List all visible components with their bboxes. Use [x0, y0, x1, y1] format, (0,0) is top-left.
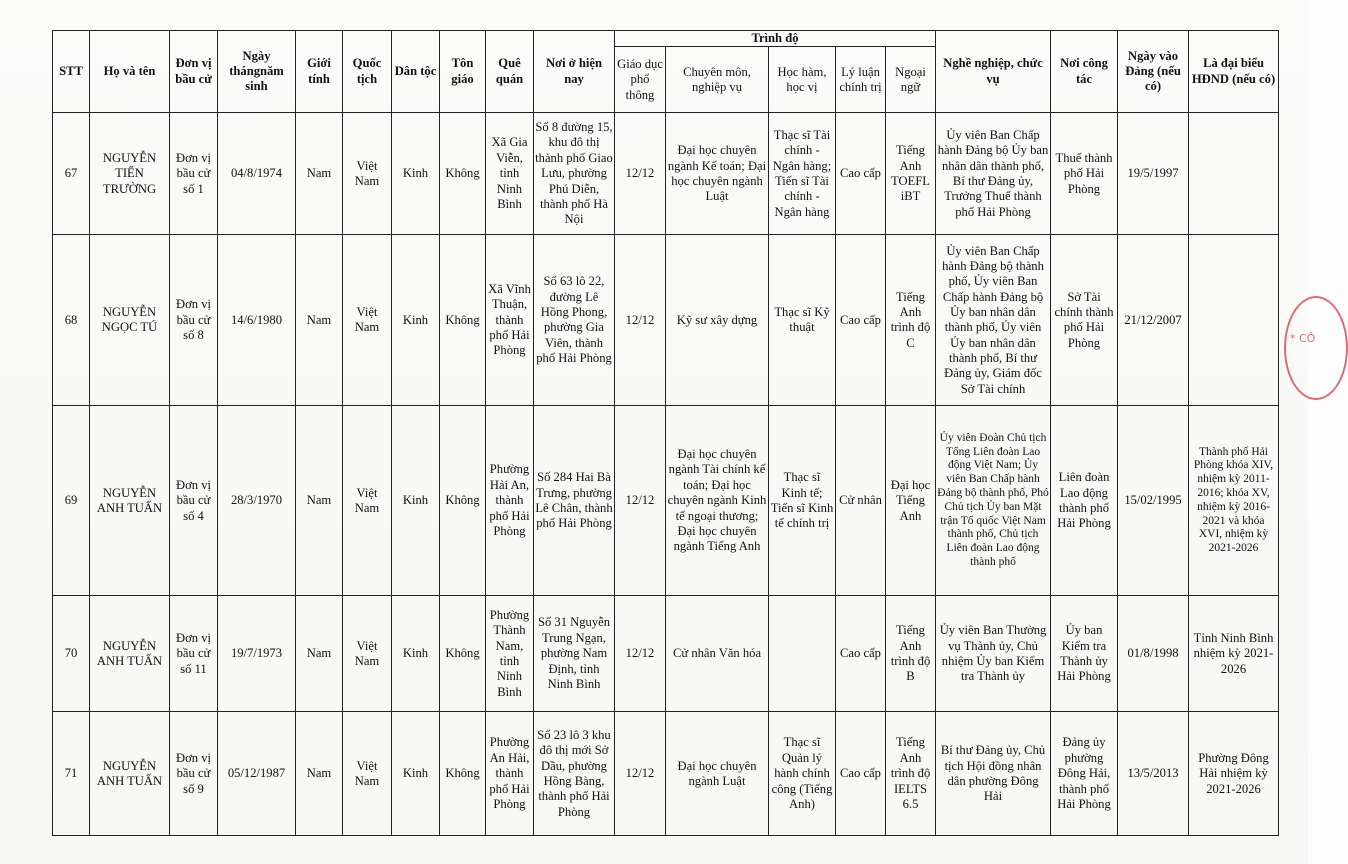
cell-dob: 05/12/1987	[218, 712, 296, 836]
cell-edu-general: 12/12	[615, 113, 666, 235]
cell-gender: Nam	[296, 712, 343, 836]
cell-gender: Nam	[296, 596, 343, 712]
cell-degree	[769, 596, 836, 712]
cell-hometown: Xã Gia Viễn, tỉnh Ninh Bình	[486, 113, 534, 235]
header-party-date: Ngày vào Đảng (nếu có)	[1118, 31, 1189, 113]
cell-language: Tiếng Anh trình độ C	[886, 235, 936, 406]
cell-stt: 70	[53, 596, 90, 712]
cell-edu-general: 12/12	[615, 712, 666, 836]
cell-hometown: Phường Hải An, thành phố Hải Phòng	[486, 406, 534, 596]
table-row	[53, 113, 1279, 235]
cell-religion: Không	[440, 113, 486, 235]
header-stt: STT	[53, 31, 90, 113]
cell-language: Tiếng Anh trình độ B	[886, 596, 936, 712]
cell-dob: 14/6/1980	[218, 235, 296, 406]
cell-religion: Không	[440, 596, 486, 712]
cell-name: NGUYỄN ANH TUẤN	[90, 712, 170, 836]
cell-hometown: Xã Vĩnh Thuận, thành phố Hải Phòng	[486, 235, 534, 406]
cell-political: Cao cấp	[836, 596, 886, 712]
cell-workplace: Sở Tài chính thành phố Hải Phòng	[1051, 235, 1118, 406]
cell-language: Tiếng Anh TOEFL iBT	[886, 113, 936, 235]
cell-workplace: Đảng ủy phường Đông Hải, thành phố Hải Phòng	[1051, 712, 1118, 836]
cell-dob: 04/8/1974	[218, 113, 296, 235]
cell-unit: Đơn vị bầu cử số 11	[170, 596, 218, 712]
seal-text: * CÔ	[1290, 332, 1316, 345]
cell-residence: Số 23 lô 3 khu đô thị mới Sở Dầu, phường Hồng Bàng, thành phố Hải Phòng	[534, 712, 615, 836]
cell-party-date: 19/5/1997	[1118, 113, 1189, 235]
cell-workplace: Ủy ban Kiểm tra Thành ủy Hải Phòng	[1051, 596, 1118, 712]
cell-name: NGUYỄN TIẾN TRƯỜNG	[90, 113, 170, 235]
cell-ethnicity: Kinh	[392, 712, 440, 836]
cell-degree: Thạc sĩ Kỹ thuật	[769, 235, 836, 406]
cell-ethnicity: Kinh	[392, 596, 440, 712]
cell-language: Đại học Tiếng Anh	[886, 406, 936, 596]
cell-dob: 28/3/1970	[218, 406, 296, 596]
cell-residence: Số 31 Nguyễn Trung Ngạn, phường Nam Định, tỉnh Ninh Bình	[534, 596, 615, 712]
cell-political: Cử nhân	[836, 406, 886, 596]
cell-ethnicity: Kinh	[392, 113, 440, 235]
cell-degree: Thạc sĩ Tài chính - Ngân hàng; Tiến sĩ Tài chính - Ngân hàng	[769, 113, 836, 235]
cell-religion: Không	[440, 235, 486, 406]
cell-gender: Nam	[296, 113, 343, 235]
cell-specialty: Đại học chuyên ngành Luật	[666, 712, 769, 836]
header-ethnicity: Dân tộc	[392, 31, 440, 113]
cell-stt: 68	[53, 235, 90, 406]
cell-delegate: Thành phố Hải Phòng khóa XIV, nhiệm kỳ 2011-2016; khóa XV, nhiệm kỳ 2016-2021 và khóa XVI, nhiệm kỳ 2021-2026	[1189, 406, 1279, 596]
cell-position: Bí thư Đảng ủy, Chủ tịch Hội đồng nhân dân phường Đông Hải	[936, 712, 1051, 836]
header-religion: Tôn giáo	[440, 31, 486, 113]
header-qualification-group: Trình độ	[615, 31, 936, 47]
header-language: Ngoại ngữ	[886, 47, 936, 113]
official-seal	[1284, 296, 1348, 400]
cell-unit: Đơn vị bầu cử số 4	[170, 406, 218, 596]
cell-residence: Số 8 đường 15, khu đô thị thành phố Giao Lưu, phường Phú Diễn, thành phố Hà Nội	[534, 113, 615, 235]
header-workplace: Nơi công tác	[1051, 31, 1118, 113]
cell-language: Tiếng Anh trình độ IELTS 6.5	[886, 712, 936, 836]
header-residence: Nơi ở hiện nay	[534, 31, 615, 113]
cell-delegate	[1189, 235, 1279, 406]
cell-nationality: Việt Nam	[343, 596, 392, 712]
cell-position: Ủy viên Ban Thường vụ Thành ủy, Chủ nhiệm Ủy ban Kiểm tra Thành ủy	[936, 596, 1051, 712]
cell-degree: Thạc sĩ Kinh tế; Tiến sĩ Kinh tế chính trị	[769, 406, 836, 596]
cell-gender: Nam	[296, 235, 343, 406]
cell-specialty: Đại học chuyên ngành Tài chính kế toán; Đại học chuyên ngành Kinh tế ngoại thương; Đại học chuyên ngành Tiếng Anh	[666, 406, 769, 596]
header-specialty: Chuyên môn, nghiệp vụ	[666, 47, 769, 113]
cell-ethnicity: Kinh	[392, 406, 440, 596]
header-hometown: Quê quán	[486, 31, 534, 113]
cell-edu-general: 12/12	[615, 406, 666, 596]
cell-specialty: Đại học chuyên ngành Kế toán; Đại học chuyên ngành Luật	[666, 113, 769, 235]
header-edu-general: Giáo dục phổ thông	[615, 47, 666, 113]
candidate-table	[52, 30, 1279, 836]
cell-unit: Đơn vị bầu cử số 9	[170, 712, 218, 836]
cell-position: Ủy viên Ban Chấp hành Đảng bộ Ủy ban nhân dân thành phố, Bí thư Đảng ủy, Trưởng Thuế thành phố Hải Phòng	[936, 113, 1051, 235]
table-row	[53, 406, 1279, 596]
header-name: Họ và tên	[90, 31, 170, 113]
cell-delegate	[1189, 113, 1279, 235]
cell-position: Ủy viên Đoàn Chủ tịch Tổng Liên đoàn Lao động Việt Nam; Ủy viên Ban Chấp hành Đảng bộ thành phố, Phó Chủ tịch Ủy ban Mặt trận Tổ quốc Việt Nam thành phố, Chủ tịch Liên đoàn Lao động thành phố	[936, 406, 1051, 596]
table-row	[53, 596, 1279, 712]
cell-political: Cao cấp	[836, 235, 886, 406]
cell-delegate: Tỉnh Ninh Bình nhiệm kỳ 2021-2026	[1189, 596, 1279, 712]
cell-edu-general: 12/12	[615, 235, 666, 406]
cell-party-date: 21/12/2007	[1118, 235, 1189, 406]
cell-party-date: 15/02/1995	[1118, 406, 1189, 596]
cell-workplace: Liên đoàn Lao động thành phố Hải Phòng	[1051, 406, 1118, 596]
cell-political: Cao cấp	[836, 712, 886, 836]
header-degree: Học hàm, học vị	[769, 47, 836, 113]
cell-religion: Không	[440, 406, 486, 596]
cell-name: NGUYỄN ANH TUẤN	[90, 596, 170, 712]
cell-specialty: Kỹ sư xây dựng	[666, 235, 769, 406]
cell-nationality: Việt Nam	[343, 113, 392, 235]
cell-residence: Số 284 Hai Bà Trưng, phường Lê Chân, thành phố Hải Phòng	[534, 406, 615, 596]
cell-hometown: Phường Thành Nam, tỉnh Ninh Bình	[486, 596, 534, 712]
cell-workplace: Thuế thành phố Hải Phòng	[1051, 113, 1118, 235]
cell-nationality: Việt Nam	[343, 235, 392, 406]
header-gender: Giới tính	[296, 31, 343, 113]
cell-nationality: Việt Nam	[343, 712, 392, 836]
header-political: Lý luận chính trị	[836, 47, 886, 113]
cell-specialty: Cử nhân Văn hóa	[666, 596, 769, 712]
cell-stt: 71	[53, 712, 90, 836]
cell-edu-general: 12/12	[615, 596, 666, 712]
cell-ethnicity: Kinh	[392, 235, 440, 406]
cell-degree: Thạc sĩ Quản lý hành chính công (Tiếng Anh)	[769, 712, 836, 836]
header-row-top	[53, 31, 1279, 47]
header-delegate: Là đại biểu HĐND (nếu có)	[1189, 31, 1279, 113]
table-row	[53, 235, 1279, 406]
cell-religion: Không	[440, 712, 486, 836]
header-dob: Ngày thángnăm sinh	[218, 31, 296, 113]
table-row	[53, 712, 1279, 836]
header-nationality: Quốc tịch	[343, 31, 392, 113]
cell-unit: Đơn vị bầu cử số 8	[170, 235, 218, 406]
cell-hometown: Phường An Hải, thành phố Hải Phòng	[486, 712, 534, 836]
cell-political: Cao cấp	[836, 113, 886, 235]
header-position: Nghề nghiệp, chức vụ	[936, 31, 1051, 113]
cell-stt: 67	[53, 113, 90, 235]
cell-party-date: 13/5/2013	[1118, 712, 1189, 836]
cell-name: NGUYỄN ANH TUẤN	[90, 406, 170, 596]
cell-unit: Đơn vị bầu cử số 1	[170, 113, 218, 235]
cell-residence: Số 63 lô 22, đường Lê Hồng Phong, phường Gia Viên, thành phố Hải Phòng	[534, 235, 615, 406]
cell-name: NGUYỄN NGỌC TÚ	[90, 235, 170, 406]
cell-nationality: Việt Nam	[343, 406, 392, 596]
cell-stt: 69	[53, 406, 90, 596]
cell-gender: Nam	[296, 406, 343, 596]
cell-party-date: 01/8/1998	[1118, 596, 1189, 712]
cell-dob: 19/7/1973	[218, 596, 296, 712]
cell-delegate: Phường Đông Hải nhiệm kỳ 2021-2026	[1189, 712, 1279, 836]
cell-position: Ủy viên Ban Chấp hành Đảng bộ thành phố, Ủy viên Ban Chấp hành Đảng bộ Ủy ban nhân dân thành phố, Ủy viên Ủy ban nhân dân thành phố, Bí thư Đảng ủy, Giám đốc Sở Tài chính	[936, 235, 1051, 406]
header-unit: Đơn vị bầu cử	[170, 31, 218, 113]
